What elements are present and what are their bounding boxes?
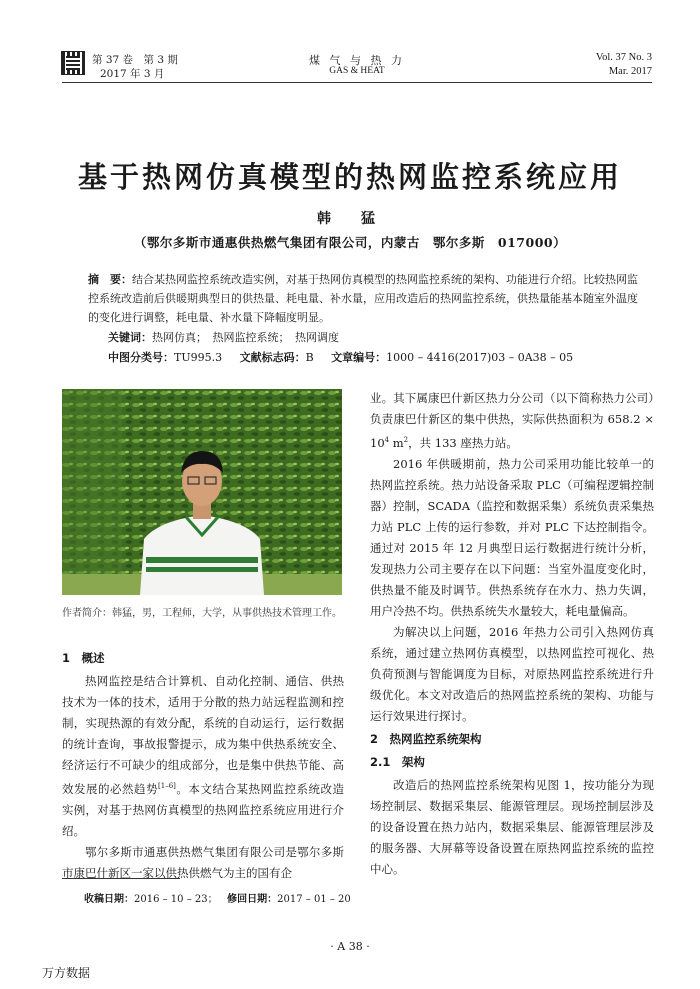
left-column xyxy=(62,646,344,884)
abstract-label: 摘 要： xyxy=(88,273,132,286)
keywords-text: 热网仿真； 热网监控系统； 热网调度 xyxy=(152,331,339,344)
date-en: Mar. 2017 xyxy=(608,66,652,77)
journal-name-en: GAS & HEAT xyxy=(329,66,385,76)
clc-value: TU995.3 xyxy=(174,351,223,364)
clc-label: 中图分类号： xyxy=(108,351,174,364)
affiliation: （鄂尔多斯市通惠供热燃气集团有限公司，内蒙古 鄂尔多斯 017000） xyxy=(133,235,567,250)
classification-line xyxy=(108,349,573,365)
submission-dates: 收稿日期：2016 – 10 – 23； 修回日期：2017 – 01 – 20 xyxy=(84,894,351,905)
keywords xyxy=(108,329,339,345)
doc-code-label: 文献标志码： xyxy=(239,351,306,364)
volume-en: Vol. 37 No. 3 xyxy=(595,52,652,63)
journal-name-cn: 煤 气 与 热 力 xyxy=(309,54,405,67)
issue-cn: 第 37 卷 第 3 期 xyxy=(92,54,178,66)
abstract-text: 结合某热网监控系统改造实例，对基于热网仿真模型的热网监控系统的架构、功能进行介绍。比较热网监控系统改造前后供暖期典型日的供热量、耗电量、补水量，应用改造后的热网监控系统，供热量能基本随室外温度的变化进行调整，耗电量、补水量下降幅度明显。 xyxy=(88,273,638,324)
section-2-heading: 2 热网监控系统架构 xyxy=(370,731,482,746)
right-paragraph-1: 业。其下属康巴什新区热力分公司（以下简称热力公司）负责康巴什新区的集中供热，实际供热面积为 $658.2 \times 10^4$ $m^2$，共 133 座热力站。 xyxy=(370,391,654,450)
article-no-value: 1000 – 4416(2017)03 – 0A38 – 05 xyxy=(386,351,574,364)
author-photo xyxy=(62,389,342,595)
right-paragraph-2: 2016 年供暖期前，热力公司采用功能比较单一的热网监控系统。热力站设备采取 PLC（可编程逻辑控制器）控制，SCADA（监控和数据采集）系统负责采集热力站 PLC 上传的运行参数，并对 PLC 下达控制指令。通过对 2015 年 12 月典型日运行数据进行统计分析，发现热力公司主要存在以下问题：当室外温度变化时，供热量不能及时调节。供热系统存在水力、热力失调，用户冷热不均。供热系统失水量较大，耗电量偏高。 xyxy=(370,456,655,618)
abstract xyxy=(88,270,638,327)
running-header xyxy=(62,38,652,83)
paper-title: 基于热网仿真模型的热网监控系统应用 xyxy=(77,160,622,194)
right-column xyxy=(370,388,654,880)
author: 韩 猛 xyxy=(317,211,383,227)
date-cn: 2017 年 3 月 xyxy=(100,68,165,80)
watermark: 万方数据 xyxy=(42,966,91,980)
article-no-label: 文章编号： xyxy=(331,351,387,364)
page-number: · A 38 · xyxy=(330,940,370,953)
section-1-paragraph-2: 鄂尔多斯市通惠供热燃气集团有限公司是鄂尔多斯市康巴什新区一家以供热供燃气为主的国有企 xyxy=(62,844,344,880)
author-bio: 作者简介：韩猛，男，工程师，大学，从事供热技术管理工作。 xyxy=(62,608,342,619)
footnote-rule xyxy=(62,878,180,879)
section-2-1-paragraph: 改造后的热网监控系统架构见图 1，按功能分为现场控制层、数据采集层、能源管理层。现场控制层涉及的设备设置在热力站内，数据采集层、能源管理层涉及的服务器、大屏幕等设备设置在原热网监控系统的监控中心。 xyxy=(370,777,654,876)
keywords-label: 关键词： xyxy=(108,331,152,344)
right-paragraph-3: 为解决以上问题，2016 年热力公司引入热网仿真系统，通过建立热网仿真模型，以热网监控可视化、热负荷预测与智能调度为目标，对原热网监控系统进行升级优化。本文对改造后的热网监控系统的架构、功能与运行效果进行探讨。 xyxy=(370,624,654,723)
section-2-1-heading: 2.1 架构 xyxy=(370,754,425,769)
section-1-paragraph-1: 热网监控是结合计算机、自动化控制、通信、供热技术为一体的技术，适用于分散的热力站远程监测和控制，实现热源的有效分配，系统的自动运行，运行数据的统计查询，事故报警提示，成为集中供热系统安全、经济运行不可缺少的组成部分，也是集中供热节能、高效发展的必然趋势[1–6]。本文结合某热网监控系统改造实例，对基于热网仿真模型的热网监控系统应用进行介绍。 xyxy=(62,674,344,838)
doc-code-value: B xyxy=(305,351,314,364)
section-1-heading: 1 概述 xyxy=(62,651,105,665)
